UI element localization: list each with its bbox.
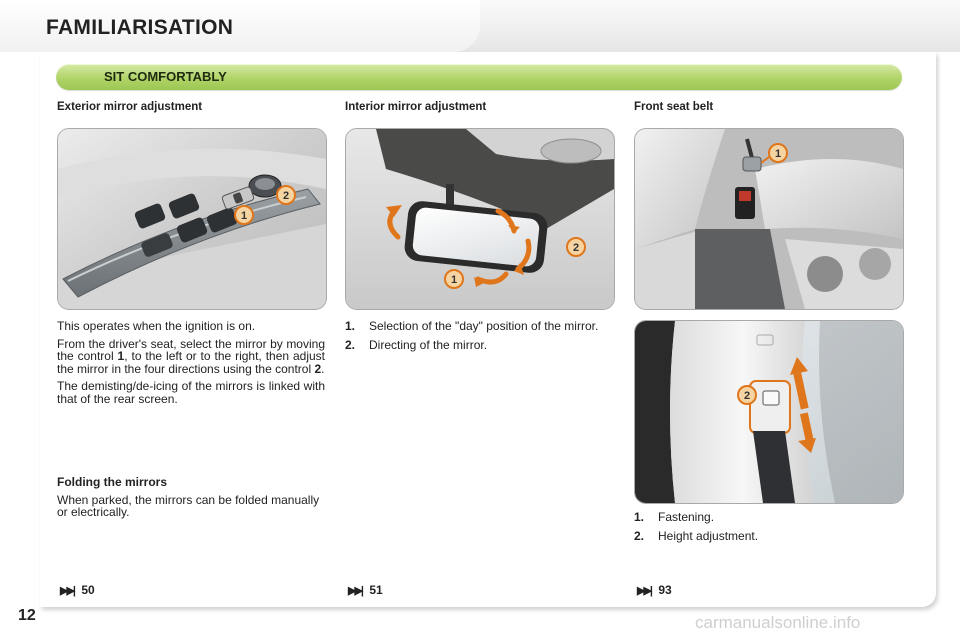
control-number-2: 2 — [314, 361, 322, 376]
page-ref-number: 51 — [369, 583, 383, 597]
list-item-text: Directing of the mirror. — [369, 337, 488, 352]
list-item — [634, 511, 902, 524]
page-ref-arrow-icon: ▶▶| — [60, 585, 74, 597]
interior-mirror-illustration — [345, 128, 615, 310]
list-item-text: Fastening. — [658, 510, 715, 524]
belt-anchor — [750, 381, 790, 433]
list-item-text: Selection of the "day" position of the mirror. — [369, 319, 599, 333]
page-ref-seatbelt[interactable] — [637, 583, 672, 597]
folding-mirrors-heading: Folding the mirrors — [57, 475, 168, 489]
section-title: SIT COMFORTABLY — [104, 69, 227, 84]
mirror-selection-instructions — [57, 338, 325, 376]
callout-1-icon — [769, 144, 787, 162]
page-ref-arrow-icon: ▶▶| — [348, 585, 362, 597]
ignition-note: This operates when the ignition is on. — [57, 319, 256, 333]
instruction-text-c: . — [321, 361, 325, 376]
instruction-text-b: , to the left or to the right, then adjust the mirror in the four directions using the control — [57, 349, 325, 376]
page-ref-number: 93 — [658, 583, 672, 597]
seat-belt-buckle-illustration — [634, 128, 904, 310]
seat-belt-list — [634, 511, 902, 548]
exterior-mirror-text — [57, 320, 325, 410]
interior-mirror-heading: Interior mirror adjustment — [345, 101, 487, 113]
svg-text:2: 2 — [572, 242, 580, 254]
seat-belt-heading: Front seat belt — [634, 101, 714, 113]
page-number: 12 — [18, 607, 36, 624]
callout-1-icon — [445, 270, 463, 288]
list-item — [634, 530, 902, 543]
folding-mirrors-text: When parked, the mirrors can be folded manually or electrically. — [57, 492, 320, 519]
seat-belt-height-illustration — [634, 320, 904, 504]
watermark: carmanualsonline.info — [695, 613, 861, 632]
list-item-number: 2. — [345, 337, 356, 352]
instruction-text-a: From the driver's seat, select the mirror by moving the control — [57, 336, 325, 363]
exterior-mirror-heading: Exterior mirror adjustment — [57, 101, 203, 113]
svg-text:2: 2 — [743, 390, 751, 402]
svg-text:1: 1 — [450, 274, 458, 286]
callout-2-icon — [567, 238, 585, 256]
list-item — [345, 339, 617, 352]
page-ref-interior[interactable] — [348, 583, 383, 597]
page-ref-number: 50 — [81, 583, 95, 597]
callout-2-icon — [277, 186, 295, 204]
svg-text:1: 1 — [774, 148, 782, 160]
svg-text:2: 2 — [282, 190, 290, 202]
list-item-number: 1. — [634, 510, 645, 524]
page-ref-exterior[interactable] — [60, 583, 95, 597]
svg-text:1: 1 — [240, 210, 248, 222]
callout-2-icon — [738, 386, 756, 404]
list-item — [345, 320, 617, 333]
folding-mirrors-section — [57, 476, 329, 524]
control-number-1: 1 — [117, 349, 125, 363]
door-controls-illustration — [57, 128, 327, 310]
list-item-text: Height adjustment. — [658, 528, 759, 543]
list-item-number: 2. — [634, 528, 645, 543]
page-ref-arrow-icon: ▶▶| — [637, 585, 651, 597]
page-title: FAMILIARISATION — [46, 16, 234, 39]
demisting-note: The demisting/de-icing of the mirrors is linked with that of the rear screen. — [57, 379, 325, 406]
interior-mirror-list — [345, 320, 617, 357]
callout-1-icon — [235, 206, 253, 224]
list-item-number: 1. — [345, 319, 356, 333]
